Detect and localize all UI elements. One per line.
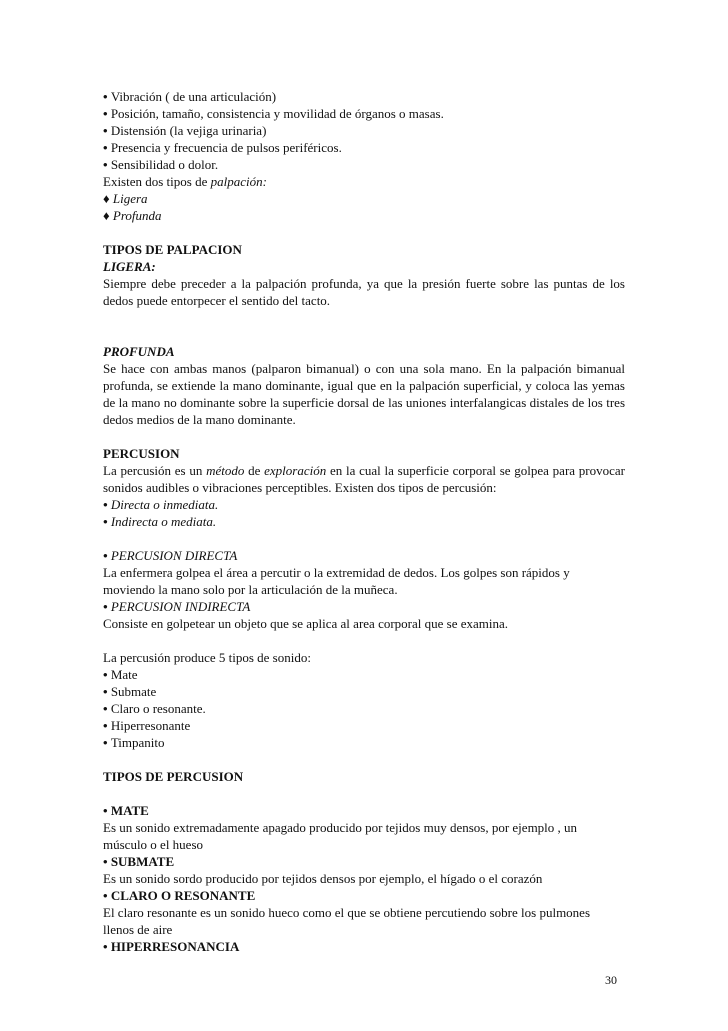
paragraph-percusion-directa-line2: moviendo la mano solo por la articulación de la muñeca. — [103, 582, 398, 597]
percusion-text-c: en la cual la superficie corporal se golpea para provocar sonidos audibles o vibraciones perceptibles. Existen dos tipos de percusión: — [103, 463, 625, 495]
paragraph-profunda: Se hace con ambas manos (palparon bimanual) o con una sola mano. En la palpación bimanual profunda, se extiende la mano dominante, igual que en la palpación superficial, y coloca las yemas de la mano no dominante sobre la superficie dorsal de las uniones interfalangicas distales de los tres dedos medios de la mano dominante. — [103, 361, 625, 427]
paragraph-claro-line1: El claro resonante es un sonido hueco como el que se obtiene percutiendo sobre los pulmones — [103, 905, 591, 920]
subheading-mate: • MATE — [103, 802, 625, 819]
percusion-em-exploracion: exploración — [264, 463, 327, 478]
paragraph-mate-line1: Es un sonido extremadamente apagado producido por tejidos muy densos, por ejemplo , un — [103, 820, 578, 835]
percusion-text-b: de — [244, 463, 265, 478]
list-item: • Presencia y frecuencia de pulsos periféricos. — [103, 139, 625, 156]
palpacion-type-profunda: ♦ Profunda — [103, 207, 625, 224]
subheading-claro-resonante: • CLARO O RESONANTE — [103, 887, 625, 904]
palpacion-intro — [103, 173, 625, 190]
palpacion-intro-emphasis: palpación: — [210, 174, 267, 189]
subheading-submate: • SUBMATE — [103, 853, 625, 870]
list-item-sonido: • Claro o resonante. — [103, 700, 625, 717]
list-item: • Sensibilidad o dolor. — [103, 156, 625, 173]
percusion-text-a: La percusión es un — [103, 463, 207, 478]
document-body — [103, 88, 625, 955]
list-item-sonido: • Mate — [103, 666, 625, 683]
list-item-sonido: • Hiperresonante — [103, 717, 625, 734]
list-item-percusion-directa: • Directa o inmediata. — [103, 496, 625, 513]
subheading-profunda: PROFUNDA — [103, 344, 175, 359]
page-number: 30 — [605, 973, 617, 987]
sonidos-intro: La percusión produce 5 tipos de sonido: — [103, 650, 311, 665]
paragraph-percusion — [103, 462, 625, 496]
section-heading-tipos-percusion: TIPOS DE PERCUSION — [103, 769, 244, 784]
list-item-sonido: • Timpanito — [103, 734, 625, 751]
percusion-em-metodo: método — [206, 463, 245, 478]
subheading-ligera: LIGERA: — [103, 259, 156, 274]
paragraph-mate-line2: músculo o el hueso — [103, 837, 204, 852]
list-item-percusion-indirecta: • Indirecta o mediata. — [103, 513, 625, 530]
paragraph-percusion-indirecta: Consiste en golpetear un objeto que se aplica al area corporal que se examina. — [103, 616, 509, 631]
paragraph-percusion-directa-line1: La enfermera golpea el área a percutir o la extremidad de dedos. Los golpes son rápidos y — [103, 565, 570, 580]
paragraph-claro-line2: llenos de aire — [103, 922, 173, 937]
section-heading-tipos-palpacion: TIPOS DE PALPACION — [103, 242, 242, 257]
list-item-sonido: • Submate — [103, 683, 625, 700]
subheading-percusion-directa: • PERCUSION DIRECTA — [103, 547, 625, 564]
list-item: • Vibración ( de una articulación) — [103, 88, 625, 105]
paragraph-ligera: Siempre debe preceder a la palpación profunda, ya que la presión fuerte sobre las puntas de los dedos puede entorpecer el sentido del tacto. — [103, 276, 625, 308]
section-heading-percusion: PERCUSION — [103, 446, 180, 461]
palpacion-type-ligera: ♦ Ligera — [103, 190, 625, 207]
palpacion-intro-text: Existen dos tipos de — [103, 174, 211, 189]
paragraph-submate: Es un sonido sordo producido por tejidos densos por ejemplo, el hígado o el corazón — [103, 871, 543, 886]
list-item: • Posición, tamaño, consistencia y movilidad de órganos o masas. — [103, 105, 625, 122]
subheading-percusion-indirecta: • PERCUSION INDIRECTA — [103, 598, 625, 615]
subheading-hiperresonancia: • HIPERRESONANCIA — [103, 938, 625, 955]
list-item: • Distensión (la vejiga urinaria) — [103, 122, 625, 139]
